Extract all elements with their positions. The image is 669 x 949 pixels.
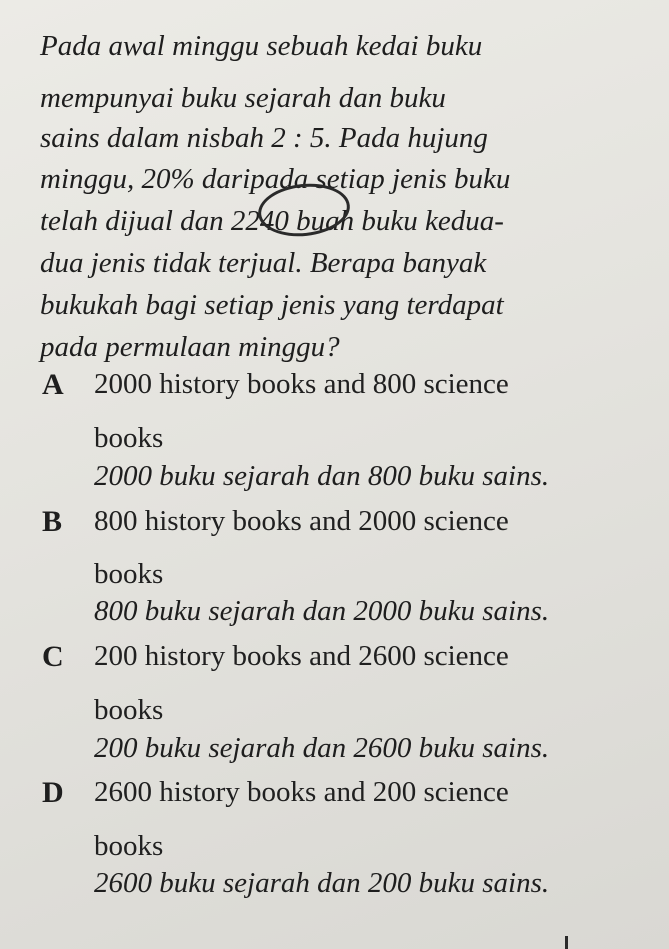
option-malay: 200 buku sejarah dan 2600 buku sains. [94,732,550,764]
option-english: 2600 history books and 200 science [94,776,509,808]
question-line: mempunyai buku sejarah dan buku [40,82,446,114]
question-line: telah dijual dan 2240 buah buku kedua- [40,205,504,237]
option-letter: C [42,640,64,673]
option-english: 200 history books and 2600 science [94,640,509,672]
option-letter: D [42,776,64,809]
question-line: dua jenis tidak terjual. Berapa banyak [40,247,487,279]
question-line: bukukah bagi setiap jenis yang terdapat [40,289,504,321]
option-letter: B [42,505,63,538]
question-line: Pada awal minggu sebuah kedai buku [40,30,483,62]
question-line: sains dalam nisbah 2 : 5. Pada hujung [40,122,488,154]
option-english: books [94,558,164,590]
pencil-mark [565,936,568,949]
question-line: minggu, 20% daripada setiap jenis buku [40,163,511,195]
option-malay: 2600 buku sejarah dan 200 buku sains. [94,867,550,899]
option-english: 800 history books and 2000 science [94,505,509,537]
option-english: 2000 history books and 800 science [94,368,509,400]
question-line: pada permulaan minggu? [40,331,340,363]
option-english: books [94,694,164,726]
option-english: books [94,830,164,862]
option-letter: A [42,368,64,401]
option-malay: 2000 buku sejarah dan 800 buku sains. [94,460,550,492]
option-malay: 800 buku sejarah dan 2000 buku sains. [94,595,550,627]
option-english: books [94,422,164,454]
